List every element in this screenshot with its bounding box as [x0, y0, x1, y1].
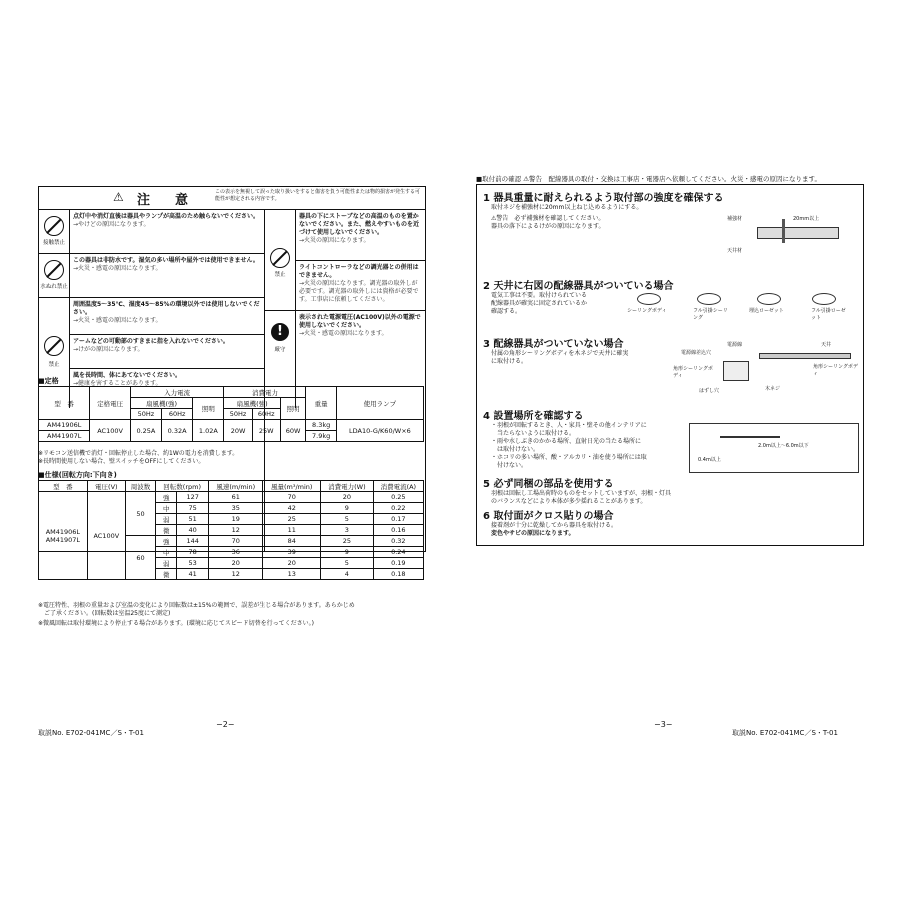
spec-note: ※電圧特性、羽根の重量および室温の変化により回転数は±15%の範囲で、誤差が生じる場合があります。あらかじめ — [38, 602, 355, 609]
install-box — [476, 184, 864, 546]
table-row: 60 強 144 70 84 25 0.32 — [39, 536, 424, 547]
table-row: 弱 53 20 20 5 0.19 — [39, 558, 424, 569]
spec-note: ご了承ください。(回転数は室温25度にて測定) — [44, 610, 171, 617]
spec-table: 型 番 電圧(V) 周波数 回転数(rpm) 風速(m/min) 風量(m³/min) 消費電力(W) 消費電流(A) AM41906L AM41907L AC100V 50 強 127 61 70 20 0.25 中 75 35 42 9 0.22 弱 51 19 25 5 0.17 微 40 12 11 3 0.16 60 強 144 70 84 25 0.32 中 78 36 39 9 0.24 弱 53 20 20 5 0.19 微 41 12 13 4 0.18 — [38, 480, 424, 580]
step-2: 2 天井に右図の配線器具がついている場合 電気工事は不要。取付けられている 配線器具が確実に固定されているか 確認する。 — [483, 281, 674, 315]
clearance-diagram: 2.0m以上～6.0m以下 0.4m以上 — [689, 423, 859, 473]
page-number: −2− — [216, 720, 235, 729]
reinforcement-diagram: 補強材 20mm以上 天井材 — [727, 215, 847, 265]
table-row: 中 75 35 42 9 0.22 — [39, 503, 424, 514]
rating-note: ※リモコン送信機で消灯・回転停止した場合、約1Wの電力を消費します。 — [38, 450, 239, 457]
caution-item: 水ぬれ禁止 この器具は非防水です。湿気の多い場所や屋外では使用できません。 →火災・感電の原因になります。 — [39, 254, 264, 298]
step-5: 5 必ず同梱の部品を使用する 羽根は回転し工場出荷時のものをセットしていますが、羽根・灯具 のバランスなどにより本体が多少揺れることがあります。 — [483, 479, 672, 505]
page-number: −3− — [654, 720, 673, 729]
table-row: AM41907L 7.9kg — [39, 431, 424, 442]
no-water-icon — [44, 260, 64, 280]
step-4: 4 設置場所を確認する ・羽根が回転するとき、人・家具・壁その他インテリアに 当たらないように取付ける。 ・雨や水しぶきのかかる場所、直射日光の当たる場所に は取付けない。 ・ホコリの多い場所、酸・アルカリ・油を使う場所には取 付けない。 — [483, 411, 647, 469]
install-check-header: ■取付前の確認 ⚠警告 配線器具の取付・交換は工事店・電器店へ依頼してください。火災・感電の原因になります。 — [476, 175, 822, 183]
step-1: 1 器具重量に耐えられるよう取付部の強度を確保する 取付ネジを補強材に20mm以上ねじ込めるようにする。 ⚠警告 必ず補強材を確認してください。 器具の落下によるけがの原因になります。 — [483, 193, 724, 230]
right-page — [476, 175, 862, 740]
mandatory-icon: ! — [271, 323, 289, 341]
rating-note: ※長時間使用しない場合、壁スイッチをOFFにしてください。 — [38, 458, 205, 465]
table-row: 微 41 12 13 4 0.18 — [39, 569, 424, 580]
left-page — [38, 180, 426, 740]
spec-note: ※微風回転は取付環境により停止する場合があります。(環境に応じてスピード切替を行ってください。) — [38, 620, 314, 627]
rating-table: 型 番 定格電圧 入力電流 消費電力 重量 使用ランプ 扇風機(強) 照明 扇風機(強) 照明 50Hz 60Hz 50Hz 60Hz AM41906L AC100V 0.25A 0.32A 1.02A 20W 25W 60W 8.3kg LDA10-G/K60/W×6 AM41907L 7.9kg — [38, 386, 424, 442]
caution-item: ! 厳守 表示された電源電圧(AC100V)以外の電源で使用しないでください。 →火災・感電の原因になります。 — [265, 311, 425, 408]
prohibited-icon — [270, 248, 290, 268]
ceiling-body-diagram: 電源線 電源線差込穴 角形シーリングボディ はずし穴 天井 角形シーリングボディ 木ネジ — [673, 342, 858, 394]
caution-note: この表示を無視して誤った取り扱いをすると傷害を負う可能性または物的損害が発生する可能性が想定される内容です。 — [215, 189, 421, 202]
prohibited-icon — [44, 336, 64, 356]
caution-item-group: 禁止 周囲温度5～35℃、湿度45～85%の環境以外では使用しないでください。 →火災・感電の原因になります。 アームなどの可動部のすきまに指を入れないでください。 →けがの原因になります。 風を長時間、体にあてないでください。 →健康を害することがあります。 — [39, 298, 264, 408]
doc-number: 取説No. E702-041MC／S・T-01 — [732, 729, 838, 737]
rating-title: ■定格 — [38, 377, 59, 385]
table-row: AM41906L AM41907L AC100V 50 強 127 61 70 20 0.25 — [39, 492, 424, 503]
table-row: 中 78 36 39 9 0.24 — [39, 547, 424, 558]
spec-title: ■仕様(回転方向:下向き) — [38, 471, 117, 479]
step-6: 6 取付面がクロス貼りの場合 接着剤が十分に乾燥してから器具を取付ける。 変色やサビの原因になります。 — [483, 511, 618, 537]
doc-number: 取説No. E702-041MC／S・T-01 — [38, 729, 144, 737]
caution-title: 注 意 — [137, 193, 195, 208]
no-touch-icon — [44, 216, 64, 236]
caution-item-group: 禁止 器具の下にストーブなどの高温のものを置かないでください。また、燃えやすいものを近づけて使用しないでください。 →火災の原因になります。 ライトコントローラなどの調光器との併用はできません。 →火災の原因になります。調光器の取外しが必要です。調光器の取外しには資格が必要です。工事店に依頼してください。 — [265, 210, 425, 311]
table-row: 弱 51 19 25 5 0.17 — [39, 514, 424, 525]
warning-triangle-icon: ⚠ — [113, 190, 124, 204]
step-3: 3 配線器具がついていない場合 付属の角形シーリングボディを木ネジで天井に確実 に取付ける。 — [483, 339, 629, 365]
wiring-devices-diagram: シーリングボディ フル引掛シーリング 埋込ローゼット フル引掛ローゼット — [627, 293, 857, 327]
caution-item: 接触禁止 点灯中や消灯直後は器具やランプが高温のため触らないでください。 →やけどの原因になります。 — [39, 210, 264, 254]
table-row: AM41906L AC100V 0.25A 0.32A 1.02A 20W 25W 60W 8.3kg LDA10-G/K60/W×6 — [39, 420, 424, 431]
table-row: 微 40 12 11 3 0.16 — [39, 525, 424, 536]
